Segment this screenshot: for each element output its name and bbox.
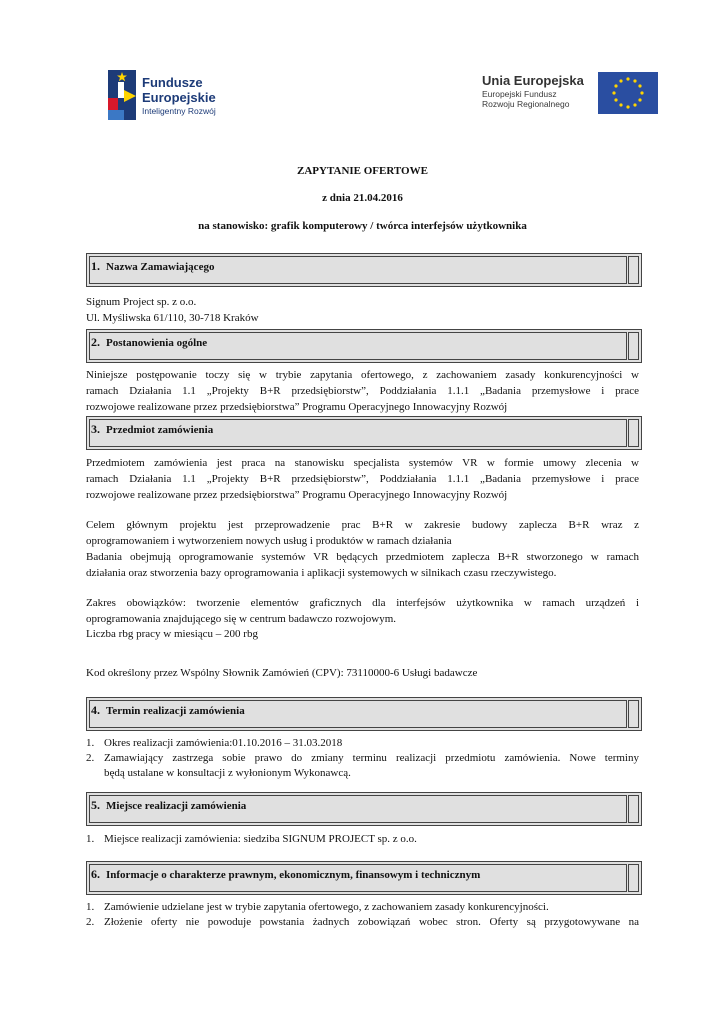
document-position: na stanowisko: grafik komputerowy / twórca interfejsów użytkownika: [198, 220, 527, 232]
sec3-p3-line-1: Zakres obowiązków: tworzenie elementów graficznych dla interfejsów użytkownika w ramach urządzeń i: [86, 597, 639, 609]
section-2-title: Postanowienia ogólne: [106, 337, 208, 349]
sec5-item-1-text: Miejsce realizacji zamówienia: siedziba SIGNUM PROJECT sp. z o.o.: [104, 833, 417, 845]
sec3-p3-line-3: Liczba rbg pracy w miesiącu – 200 rbg: [86, 628, 258, 640]
eu-flag-icon: [598, 72, 658, 114]
section-3-header: [86, 416, 642, 450]
fundusze-europejskie-emblem-icon: [106, 70, 142, 120]
section-5-number: 5.: [91, 798, 100, 812]
sec3-p1-line-3: rozwojowe realizowane przez przedsiębiorstwa” Programu Operacyjnego Innowacyjny Rozwój: [86, 489, 508, 501]
eu-logo-line2: Europejski Fundusz: [482, 89, 557, 99]
sec5-item-1-number: 1.: [86, 833, 95, 845]
eu-logo-line1: Unia Europejska: [482, 73, 584, 88]
section-6-title: Informacje o charakterze prawnym, ekonomicznym, finansowym i technicznym: [106, 869, 481, 881]
section-2-number: 2.: [91, 335, 100, 349]
section-5-header: [86, 792, 642, 826]
section-4-title: Termin realizacji zamówienia: [106, 705, 245, 717]
sec3-p2-line-4: działania oraz stworzenia bazy oprogramowania i aplikacji systemowych w silnikach czasu rzeczywistego.: [86, 567, 557, 579]
sec2-line-1: Niniejsze postępowanie toczy się w trybie zapytania ofertowego, z zachowaniem zasady konkurencyjności w: [86, 369, 639, 381]
sec4-item-1-text: Okres realizacji zamówienia:01.10.2016 – 31.03.2018: [104, 737, 343, 749]
section-4-header: [86, 697, 642, 731]
sec6-item-2-text: Złożenie oferty nie powoduje powstania żadnych zobowiązań wobec stron. Oferty są przygotowywane na: [104, 916, 639, 928]
section-2-header: [86, 329, 642, 363]
sec2-line-2: ramach Działania 1.1 „Projekty B+R przedsiębiorstw”, Poddziałania 1.1.1 „Badania przemysłowe i prace: [86, 385, 639, 397]
section-1-header: [86, 253, 642, 287]
sec4-item-1-number: 1.: [86, 737, 95, 749]
document-date: z dnia 21.04.2016: [322, 192, 403, 204]
sec2-line-3: rozwojowe realizowane przez przedsiębiorstwa” Programu Operacyjnego Innowacyjny Rozwój: [86, 401, 508, 413]
section-6-number: 6.: [91, 867, 100, 881]
sec3-p2-line-3: Badania obejmują oprogramowanie systemów VR będących przedmiotem zaplecza B+R stworzonego w ramach: [86, 551, 639, 563]
sec6-item-2-number: 2.: [86, 916, 95, 928]
section-3-title: Przedmiot zamówienia: [106, 424, 214, 436]
sec4-item-2-number: 2.: [86, 752, 95, 764]
sec3-cpv-code: Kod określony przez Wspólny Słownik Zamówień (CPV): 73110000-6 Usługi badawcze: [86, 667, 478, 679]
document-title: ZAPYTANIE OFERTOWE: [297, 165, 428, 177]
sec6-item-1-number: 1.: [86, 901, 95, 913]
sec4-item-2-line-1: Zamawiający zastrzega sobie prawo do zmiany terminu realizacji przedmiotu zamówienia. Nowe terminy: [104, 752, 639, 764]
sec3-p3-line-2: oprogramowania znajdującego się w centrum badawczo rozwojowym.: [86, 613, 397, 625]
eu-logo-text: [482, 74, 594, 109]
fe-logo-line2: Europejskie: [142, 90, 216, 105]
fe-logo-line1: Fundusze: [142, 75, 203, 90]
fundusze-europejskie-logo: [142, 76, 216, 116]
orderer-address: Ul. Myśliwska 61/110, 30-718 Kraków: [86, 312, 259, 324]
sec3-p2-line-2: oprogramowaniem i wytworzeniem nowych usług i produktów w ramach działania: [86, 535, 452, 547]
orderer-name: Signum Project sp. z o.o.: [86, 296, 197, 308]
fe-logo-line3: Inteligentny Rozwój: [142, 106, 216, 116]
sec6-item-1-text: Zamówienie udzielane jest w trybie zapytania ofertowego, z zachowaniem zasady konkurencyjności.: [104, 901, 549, 913]
section-4-number: 4.: [91, 703, 100, 717]
section-1-number: 1.: [91, 259, 100, 273]
section-3-number: 3.: [91, 422, 100, 436]
sec3-p1-line-2: ramach Działania 1.1 „Projekty B+R przedsiębiorstw”, Poddziałania 1.1.1 „Badania przemysłowe i prace: [86, 473, 639, 485]
section-1-title: Nazwa Zamawiającego: [106, 261, 215, 273]
sec4-item-2-line-2: będą ustalane w konsultacji z wyłonionym Wykonawcą.: [104, 767, 351, 779]
eu-logo-line3: Rozwoju Regionalnego: [482, 99, 570, 109]
sec3-p1-line-1: Przedmiotem zamówienia jest praca na stanowisku specjalista systemów VR w formie umowy zlecenia w: [86, 457, 639, 469]
section-5-title: Miejsce realizacji zamówienia: [106, 800, 247, 812]
section-6-header: [86, 861, 642, 895]
sec3-p2-line-1: Celem głównym projektu jest przeprowadzenie prac B+R w zakresie budowy zaplecza B+R wraz z: [86, 519, 639, 531]
